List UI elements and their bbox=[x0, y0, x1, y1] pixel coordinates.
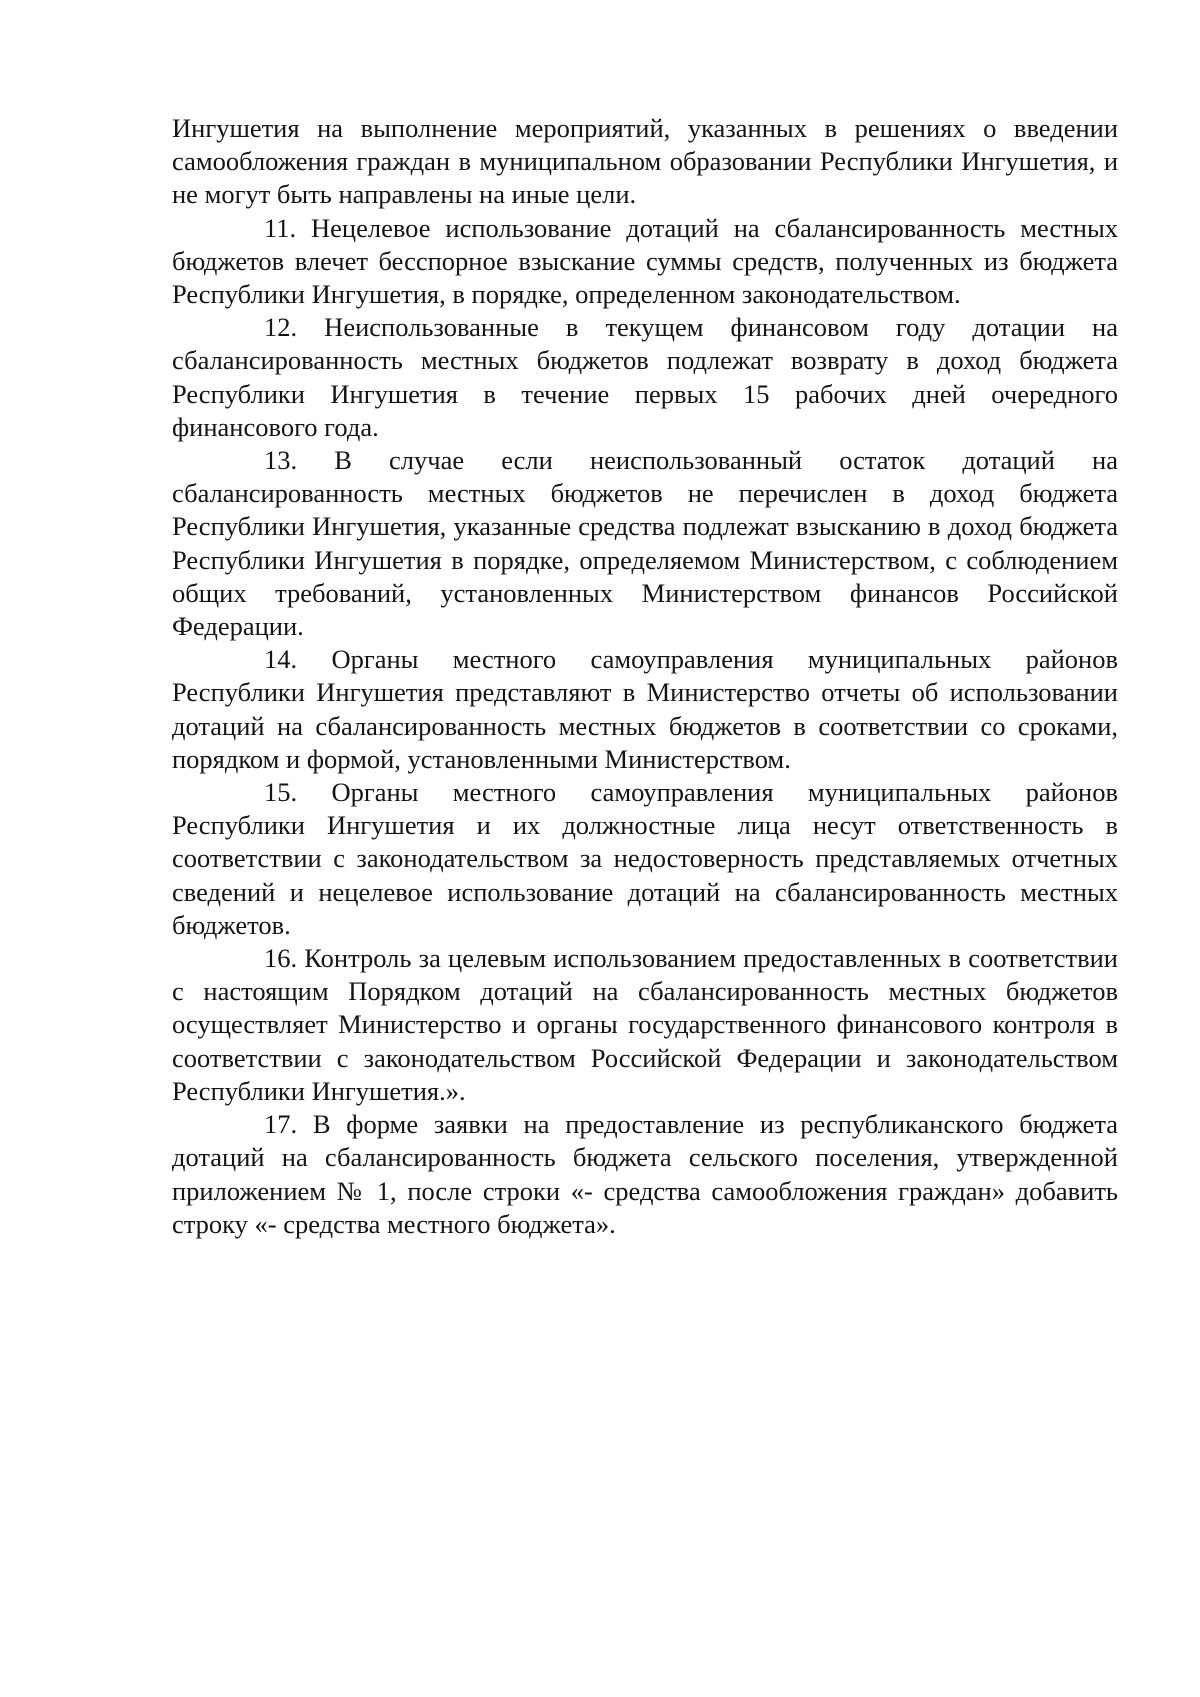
paragraph-item-14: 14. Органы местного самоуправления муниципальных районов Республики Ингушетия представляют в Министерство отчеты об использовании дотаций на сбалансированность местных бюджетов в соответствии со сроками, порядком и формой, установленными Министерством. bbox=[172, 644, 1118, 774]
document-body bbox=[172, 112, 1118, 1241]
paragraph-item-17: 17. В форме заявки на предоставление из республиканского бюджета дотаций на сбалансированность бюджета сельского поселения, утвержденной приложением № 1, после строки «- средства самообложения граждан» добавить строку «- средства местного бюджета». bbox=[172, 1109, 1118, 1239]
paragraph-item-11: 11. Нецелевое использование дотаций на сбалансированность местных бюджетов влечет бесспорное взыскание суммы средств, полученных из бюджета Республики Ингушетия, в порядке, определенном законодательством. bbox=[172, 212, 1118, 310]
paragraph-item-16: 16. Контроль за целевым использованием предоставленных в соответствии с настоящим Порядком дотаций на сбалансированность местных бюджетов осуществляет Министерство и органы государственного финансового контроля в соответствии с законодательством Российской Федерации и законодательством Республики Ингушетия.». bbox=[172, 943, 1118, 1106]
paragraph-item-15: 15. Органы местного самоуправления муниципальных районов Республики Ингушетия и их должностные лица несут ответственность в соответствии с законодательством за недостоверность представляемых отчетных сведений и нецелевое использование дотаций на сбалансированность местных бюджетов. bbox=[172, 777, 1118, 940]
paragraph-item-12: 12. Неиспользованные в текущем финансовом году дотации на сбалансированность местных бюджетов подлежат возврату в доход бюджета Республики Ингушетия в течение первых 15 рабочих дней очередного финансового года. bbox=[172, 312, 1118, 442]
paragraph-continuation: Ингушетия на выполнение мероприятий, указанных в решениях о введении самообложения граждан в муниципальном образовании Республики Ингушетия, и не могут быть направлены на иные цели. bbox=[172, 113, 1118, 210]
paragraph-item-13: 13. В случае если неиспользованный остаток дотаций на сбалансированность местных бюджетов не перечислен в доход бюджета Республики Ингушетия, указанные средства подлежат взысканию в доход бюджета Республики Ингушетия в порядке, определяемом Министерством, с соблюдением общих требований, установленных Министерством финансов Российской Федерации. bbox=[172, 445, 1118, 642]
